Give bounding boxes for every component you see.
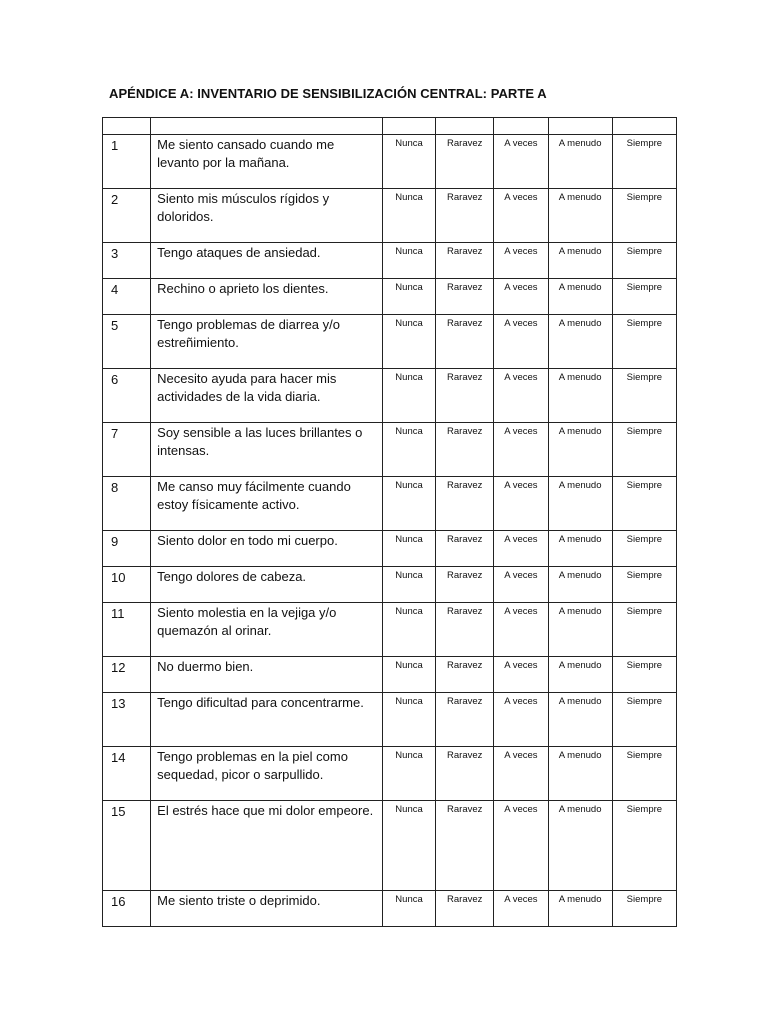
response-option[interactable]: Nunca (382, 567, 435, 603)
response-option[interactable]: Nunca (382, 603, 435, 657)
response-option[interactable]: Nunca (382, 657, 435, 693)
table-row (103, 801, 677, 891)
response-option[interactable]: Raravez (436, 801, 494, 891)
item-number: 15 (103, 801, 151, 891)
response-option[interactable]: Siempre (612, 423, 676, 477)
response-option[interactable]: A veces (494, 801, 548, 891)
item-question: Me siento triste o deprimido. (151, 891, 383, 927)
item-question: Soy sensible a las luces brillantes o intensas. (151, 423, 383, 477)
item-number: 13 (103, 693, 151, 747)
response-option[interactable]: Siempre (612, 369, 676, 423)
item-question: Tengo dificultad para concentrarme. (151, 693, 383, 747)
document-title: APÉNDICE A: INVENTARIO DE SENSIBILIZACIÓN CENTRAL: PARTE A (109, 86, 547, 101)
item-question: Rechino o aprieto los dientes. (151, 279, 383, 315)
response-option[interactable]: Siempre (612, 531, 676, 567)
item-question: Siento molestia en la vejiga y/o quemazón al orinar. (151, 603, 383, 657)
response-option[interactable]: Raravez (436, 243, 494, 279)
item-number: 2 (103, 189, 151, 243)
response-option[interactable]: A menudo (548, 747, 612, 801)
response-option[interactable]: A menudo (548, 531, 612, 567)
response-option[interactable]: Raravez (436, 189, 494, 243)
response-option[interactable]: Raravez (436, 315, 494, 369)
item-number: 6 (103, 369, 151, 423)
response-option[interactable]: A veces (494, 369, 548, 423)
response-option[interactable]: Siempre (612, 747, 676, 801)
item-number: 16 (103, 891, 151, 927)
response-option[interactable]: A menudo (548, 801, 612, 891)
response-option[interactable]: Nunca (382, 747, 435, 801)
response-option[interactable]: Siempre (612, 693, 676, 747)
table-row (103, 603, 677, 657)
item-question: El estrés hace que mi dolor empeore. (151, 801, 383, 891)
item-number: 5 (103, 315, 151, 369)
header-cell (103, 118, 151, 135)
response-option[interactable]: A menudo (548, 369, 612, 423)
table-row (103, 567, 677, 603)
item-question: Tengo problemas en la piel como sequedad, picor o sarpullido. (151, 747, 383, 801)
response-option[interactable]: Raravez (436, 279, 494, 315)
response-option[interactable]: A veces (494, 477, 548, 531)
response-option[interactable]: Raravez (436, 567, 494, 603)
response-option[interactable]: Raravez (436, 531, 494, 567)
table-row (103, 315, 677, 369)
response-option[interactable]: A veces (494, 567, 548, 603)
response-option[interactable]: Siempre (612, 567, 676, 603)
response-option[interactable]: Nunca (382, 369, 435, 423)
item-question: Tengo ataques de ansiedad. (151, 243, 383, 279)
response-option[interactable]: A menudo (548, 423, 612, 477)
response-option[interactable]: Siempre (612, 801, 676, 891)
response-option[interactable]: A menudo (548, 567, 612, 603)
response-option[interactable]: Raravez (436, 477, 494, 531)
table-row (103, 747, 677, 801)
table-row (103, 423, 677, 477)
item-number: 7 (103, 423, 151, 477)
item-number: 14 (103, 747, 151, 801)
header-cell (436, 118, 494, 135)
table-row (103, 657, 677, 693)
response-option[interactable]: Nunca (382, 801, 435, 891)
item-question: Tengo dolores de cabeza. (151, 567, 383, 603)
response-option[interactable]: Raravez (436, 135, 494, 189)
response-option[interactable]: A veces (494, 693, 548, 747)
item-question: Me siento cansado cuando me levanto por la mañana. (151, 135, 383, 189)
response-option[interactable]: Raravez (436, 603, 494, 657)
response-option[interactable]: Raravez (436, 423, 494, 477)
item-number: 3 (103, 243, 151, 279)
item-number: 11 (103, 603, 151, 657)
header-cell (382, 118, 435, 135)
response-option[interactable]: Nunca (382, 477, 435, 531)
item-number: 12 (103, 657, 151, 693)
item-question: Necesito ayuda para hacer mis actividades de la vida diaria. (151, 369, 383, 423)
response-option[interactable]: A menudo (548, 315, 612, 369)
item-question: Siento mis músculos rígidos y doloridos. (151, 189, 383, 243)
response-option[interactable]: Nunca (382, 189, 435, 243)
table-header-row (103, 118, 677, 135)
response-option[interactable]: Siempre (612, 477, 676, 531)
item-number: 1 (103, 135, 151, 189)
response-option[interactable]: A veces (494, 423, 548, 477)
response-option[interactable]: A veces (494, 531, 548, 567)
item-number: 4 (103, 279, 151, 315)
response-option[interactable]: A menudo (548, 657, 612, 693)
response-option[interactable]: Nunca (382, 279, 435, 315)
response-option[interactable]: A veces (494, 657, 548, 693)
response-option[interactable]: A menudo (548, 279, 612, 315)
table-row (103, 279, 677, 315)
table-row (103, 189, 677, 243)
inventory-table (102, 117, 677, 927)
item-question: Tengo problemas de diarrea y/o estreñimiento. (151, 315, 383, 369)
response-option[interactable]: Raravez (436, 747, 494, 801)
item-number: 9 (103, 531, 151, 567)
response-option[interactable]: A menudo (548, 477, 612, 531)
item-number: 8 (103, 477, 151, 531)
response-option[interactable]: Siempre (612, 243, 676, 279)
table-row (103, 531, 677, 567)
response-option[interactable]: Nunca (382, 315, 435, 369)
response-option[interactable]: A menudo (548, 189, 612, 243)
response-option[interactable]: Siempre (612, 135, 676, 189)
item-number: 10 (103, 567, 151, 603)
response-option[interactable]: Siempre (612, 189, 676, 243)
header-cell (494, 118, 548, 135)
item-question: Me canso muy fácilmente cuando estoy físicamente activo. (151, 477, 383, 531)
response-option[interactable]: Siempre (612, 315, 676, 369)
header-cell (548, 118, 612, 135)
header-cell (151, 118, 383, 135)
table-row (103, 891, 677, 927)
table-row (103, 243, 677, 279)
response-option[interactable]: A menudo (548, 603, 612, 657)
response-option[interactable]: Siempre (612, 891, 676, 927)
response-option[interactable]: A veces (494, 603, 548, 657)
response-option[interactable]: A veces (494, 243, 548, 279)
header-cell (612, 118, 676, 135)
response-option[interactable]: Siempre (612, 657, 676, 693)
response-option[interactable]: Nunca (382, 531, 435, 567)
response-option[interactable]: Nunca (382, 243, 435, 279)
table-row (103, 477, 677, 531)
response-option[interactable]: A veces (494, 315, 548, 369)
response-option[interactable]: Nunca (382, 891, 435, 927)
response-option[interactable]: Nunca (382, 693, 435, 747)
table-row (103, 693, 677, 747)
response-option[interactable]: A veces (494, 135, 548, 189)
response-option[interactable]: A veces (494, 279, 548, 315)
response-option[interactable]: A veces (494, 891, 548, 927)
response-option[interactable]: Nunca (382, 423, 435, 477)
response-option[interactable]: A menudo (548, 693, 612, 747)
response-option[interactable]: Siempre (612, 279, 676, 315)
response-option[interactable]: A veces (494, 189, 548, 243)
item-question: Siento dolor en todo mi cuerpo. (151, 531, 383, 567)
response-option[interactable]: Siempre (612, 603, 676, 657)
response-option[interactable]: A menudo (548, 891, 612, 927)
response-option[interactable]: A menudo (548, 135, 612, 189)
table-row (103, 135, 677, 189)
response-option[interactable]: Raravez (436, 657, 494, 693)
response-option[interactable]: Nunca (382, 135, 435, 189)
response-option[interactable]: Raravez (436, 891, 494, 927)
response-option[interactable]: Raravez (436, 369, 494, 423)
item-question: No duermo bien. (151, 657, 383, 693)
table-row (103, 369, 677, 423)
response-option[interactable]: A veces (494, 747, 548, 801)
response-option[interactable]: Raravez (436, 693, 494, 747)
response-option[interactable]: A menudo (548, 243, 612, 279)
